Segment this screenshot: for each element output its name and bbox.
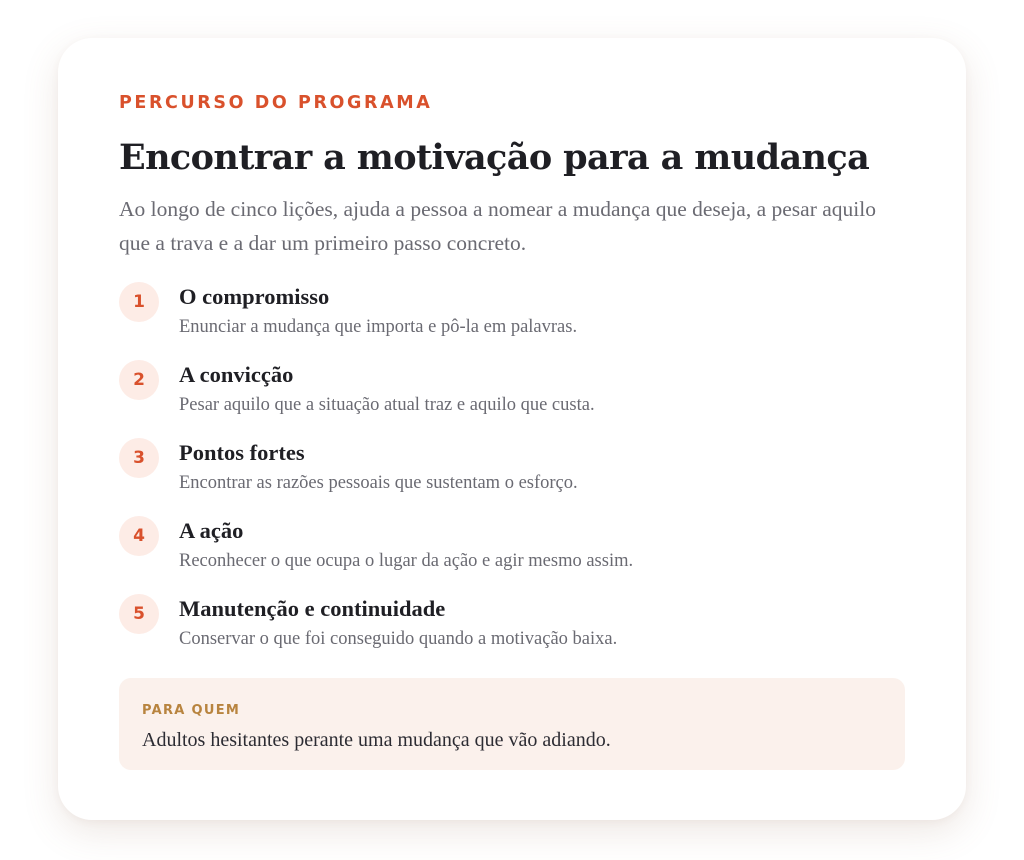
lesson-description: Enunciar a mudança que importa e pô-la em palavras. xyxy=(179,317,578,337)
program-card xyxy=(58,38,966,820)
lesson-item-1 xyxy=(119,282,899,360)
step-number-badge: 4 xyxy=(119,516,159,556)
step-number-badge: 2 xyxy=(119,360,159,400)
lesson-list xyxy=(119,282,899,672)
lesson-description: Pesar aquilo que a situação atual traz e aquilo que custa. xyxy=(179,395,595,415)
step-number-badge: 5 xyxy=(119,594,159,634)
lesson-description: Conservar o que foi conseguido quando a motivação baixa. xyxy=(179,629,618,649)
audience-text: Adultos hesitantes perante uma mudança que vão adiando. xyxy=(142,729,611,751)
step-number-badge: 3 xyxy=(119,438,159,478)
lesson-title: A convicção xyxy=(179,362,294,387)
lesson-item-2 xyxy=(119,360,899,438)
target-audience-box xyxy=(119,678,905,770)
lesson-description: Reconhecer o que ocupa o lugar da ação e agir mesmo assim. xyxy=(179,551,634,571)
audience-label: PARA QUEM xyxy=(142,703,241,718)
lesson-item-3 xyxy=(119,438,899,516)
program-subtitle: Ao longo de cinco lições, ajuda a pessoa a nomear a mudança que deseja, a pesar aquilo que a trava e a dar um primeiro passo concreto. xyxy=(119,197,876,255)
lesson-title: Manutenção e continuidade xyxy=(179,596,446,621)
step-number-badge: 1 xyxy=(119,282,159,322)
lesson-description: Encontrar as razões pessoais que sustentam o esforço. xyxy=(179,473,578,493)
lesson-item-4 xyxy=(119,516,899,594)
lesson-item-5 xyxy=(119,594,899,672)
program-title: Encontrar a motivação para a mudança xyxy=(119,137,870,178)
section-eyebrow: PERCURSO DO PROGRAMA xyxy=(119,93,433,113)
lesson-title: A ação xyxy=(179,518,244,543)
lesson-title: O compromisso xyxy=(179,284,330,309)
lesson-title: Pontos fortes xyxy=(179,440,305,465)
